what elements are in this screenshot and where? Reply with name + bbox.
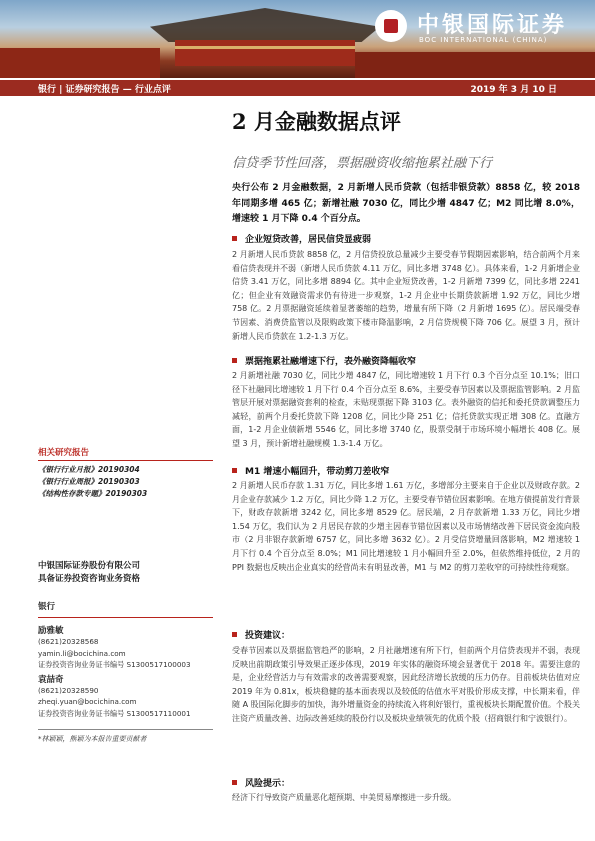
section-body: 经济下行导致资产质量恶化超预期、中美贸易摩擦进一步升级。 <box>232 793 456 802</box>
section-heading: 票据拖累社融增速下行，表外融资降幅收窄 <box>232 354 416 367</box>
related-report-link[interactable]: 《银行行业月报》20190304 <box>38 465 140 474</box>
related-report-link[interactable]: 《银行行业周报》20190303 <box>38 477 140 486</box>
bullet-square-icon <box>232 780 237 785</box>
logo-text-en: BOC INTERNATIONAL (CHINA) <box>419 36 548 44</box>
bullet-square-icon <box>232 468 237 473</box>
sidebar-company <box>38 560 213 586</box>
section-heading: 企业短贷改善，居民信贷显疲弱 <box>232 232 371 245</box>
analyst-cert: 证券投资咨询业务证书编号 S1300517100003 <box>38 660 191 669</box>
analyst-phone: (8621)20328568 <box>38 637 99 646</box>
category-bar <box>0 80 595 96</box>
divider <box>38 617 213 618</box>
analyst-phone: (8621)20328590 <box>38 685 99 695</box>
section-heading: 投资建议： <box>232 628 290 641</box>
divider <box>38 460 213 461</box>
company-qualification: 具备证券投资咨询业务资格 <box>38 574 141 584</box>
related-report-link[interactable]: 《结构性存款专题》20190303 <box>38 489 148 498</box>
divider <box>38 729 213 730</box>
sector-label: 银行 <box>38 602 56 612</box>
company-name: 中银国际证券股份有限公司 <box>38 561 141 571</box>
palace-wall-left <box>0 48 160 78</box>
palace-hall <box>175 40 355 66</box>
section-body: 2 月新增社融 7030 亿，同比少增 4847 亿，同比增速较 1 月下行 0.3 个百分点至 10.1%；旧口径下社融同比增速较 1 月下行 0.4 个百分点至 8.6%，主要受春节因素以及票据监管影响。2 月监管层开展对票据融资套利的检查，未贴现票据下降 3103 亿。表外融资的信托和委托贷款调整压力减轻，前两个月委托贷款下降 1208 亿，同比少降 251 亿；信托贷款实现正增 308 亿。直融方面，1-2 月企业债新增 5546 亿，同比多增 3740 亿，股票受制于市场环境小幅增长 408 亿。展望 3 月，预计新增社融规模 1.3-1.4 万亿。 <box>232 371 580 448</box>
bullet-square-icon <box>232 632 237 637</box>
section-heading: M1 增速小幅回升，带动剪刀差收窄 <box>232 464 389 477</box>
sidebar-analysts <box>38 600 213 744</box>
page-subtitle: 信贷季节性回落，票据融资收缩拖累社融下行 <box>232 156 493 171</box>
summary-paragraph: 央行公布 2 月金融数据，2 月新增人民币贷款（包括非银贷款）8858 亿，较 2018 年同期多增 465 亿；新增社融 7030 亿，同比少增 4847 亿；M2 同比增 8.0%，增速较 1 月下降 0.4 个百分点。 <box>232 183 580 224</box>
section-body: 受春节因素以及票据监管趋严的影响，2 月社融增速有所下行，但前两个月信贷表现并不弱，表现反映出前期政策引导效果正逐步体现，2019 年实体的融资环境会显著优于 2018 年。需要注意的是，企业经营活力与有效需求的改善需要观察，因此经济增长放缓的压力仍存。目前板块估值对应 2019 年为 0.81x，板块稳健的基本面表现以及较低的估值水平对股价形成支撑，中长期来看，伴随 A 股国际化脚步的加快，海外增量资金的持续流入将利好银行，重视板块长期配置价值。个股关注资产质量改善、边际改善延续的股份行以及板块业绩领先的优质个股（招商银行和宁波银行）。 <box>232 646 580 723</box>
analyst-name: 励雅敏 <box>38 626 64 636</box>
palace-wall-right <box>355 52 595 78</box>
report-category: 银行 | 证券研究报告 — 行业点评 <box>38 85 171 95</box>
report-date: 2019 年 3 月 10 日 <box>470 85 557 95</box>
bullet-square-icon <box>232 236 237 241</box>
company-logo <box>375 8 590 48</box>
contributor-note: *林颖颖，熊颖为本报告重要贡献者 <box>38 735 147 743</box>
analyst-name: 袁喆奇 <box>38 674 64 685</box>
section-heading: 风险提示： <box>232 776 290 789</box>
palace-roof <box>150 8 380 42</box>
section-body: 2 月新增人民币存款 1.31 万亿，同比多增 1.61 万亿，多增部分主要来自于企业以及财政存款。2 月企业存款减少 1.2 万亿，同比少降 1.2 万亿，主要受春节错位因素影响。在地方债提前发行背景下，财政存款新增 3242 亿，同比多增 8529 亿。居民端，2 月存款新增 1.33 万亿，同比少增 1.54 万亿，我们认为 2 月居民存款的少增主因春节错位因素以及市场情绪改善下居民资金流向股市（2 月非银存款新增 6757 亿，同比多增 3632 亿）。2 月受信贷增量回落影响，M2 增速较 1 月下行 0.4 个百分点至 8.0%；M1 同比增速较 1 月小幅回升至 2.0%，但依然维持低位，2 月的 PPI 数据也反映出企业真实的经营尚未有明显改善，M1 与 M2 的剪刀差收窄的可持续性待观察。 <box>232 481 580 572</box>
analyst-email[interactable]: yamin.li@bocichina.com <box>38 648 126 658</box>
related-heading: 相关研究报告 <box>38 448 90 458</box>
boc-logo-icon <box>375 10 407 42</box>
logo-text-cn: 中银国际证券 <box>417 12 568 38</box>
section-body: 2 月新增人民币贷款 8858 亿，2 月信贷投放总量减少主要受春节假期因素影响，结合前两个月来看信贷表现并不弱（新增人民币贷款 4.11 万亿，同比多增 3748 亿）。具体来看，1-2 月新增企业信贷 3.41 万亿，同比多增 8894 亿。其中企业短贷改善，1-2 月新增 7399 亿，同比多增 2241 亿；但企业有效融资需求仍有待进一步观察，1-2 月企业中长期贷款新增 1.92 万亿，同比少增 758 亿。2 月票据融资延续着显著萎缩的趋势，增量有所下降（2 月新增 1695 亿）。居民端受春节因素、消费贷监管以及限购政策下楼市降温影响，2 月信贷规模下降 706 亿。展望 3 月，预计新增人民币贷款在 1.2-1.3 万亿。 <box>232 250 580 341</box>
analyst-email[interactable]: zheqi.yuan@bocichina.com <box>38 697 137 706</box>
analyst-cert: 证券投资咨询业务证书编号 S1300517110001 <box>38 708 191 718</box>
header-banner <box>0 0 595 78</box>
sidebar-related <box>38 446 213 500</box>
page-title: 2 月金融数据点评 <box>232 109 401 134</box>
bullet-square-icon <box>232 358 237 363</box>
